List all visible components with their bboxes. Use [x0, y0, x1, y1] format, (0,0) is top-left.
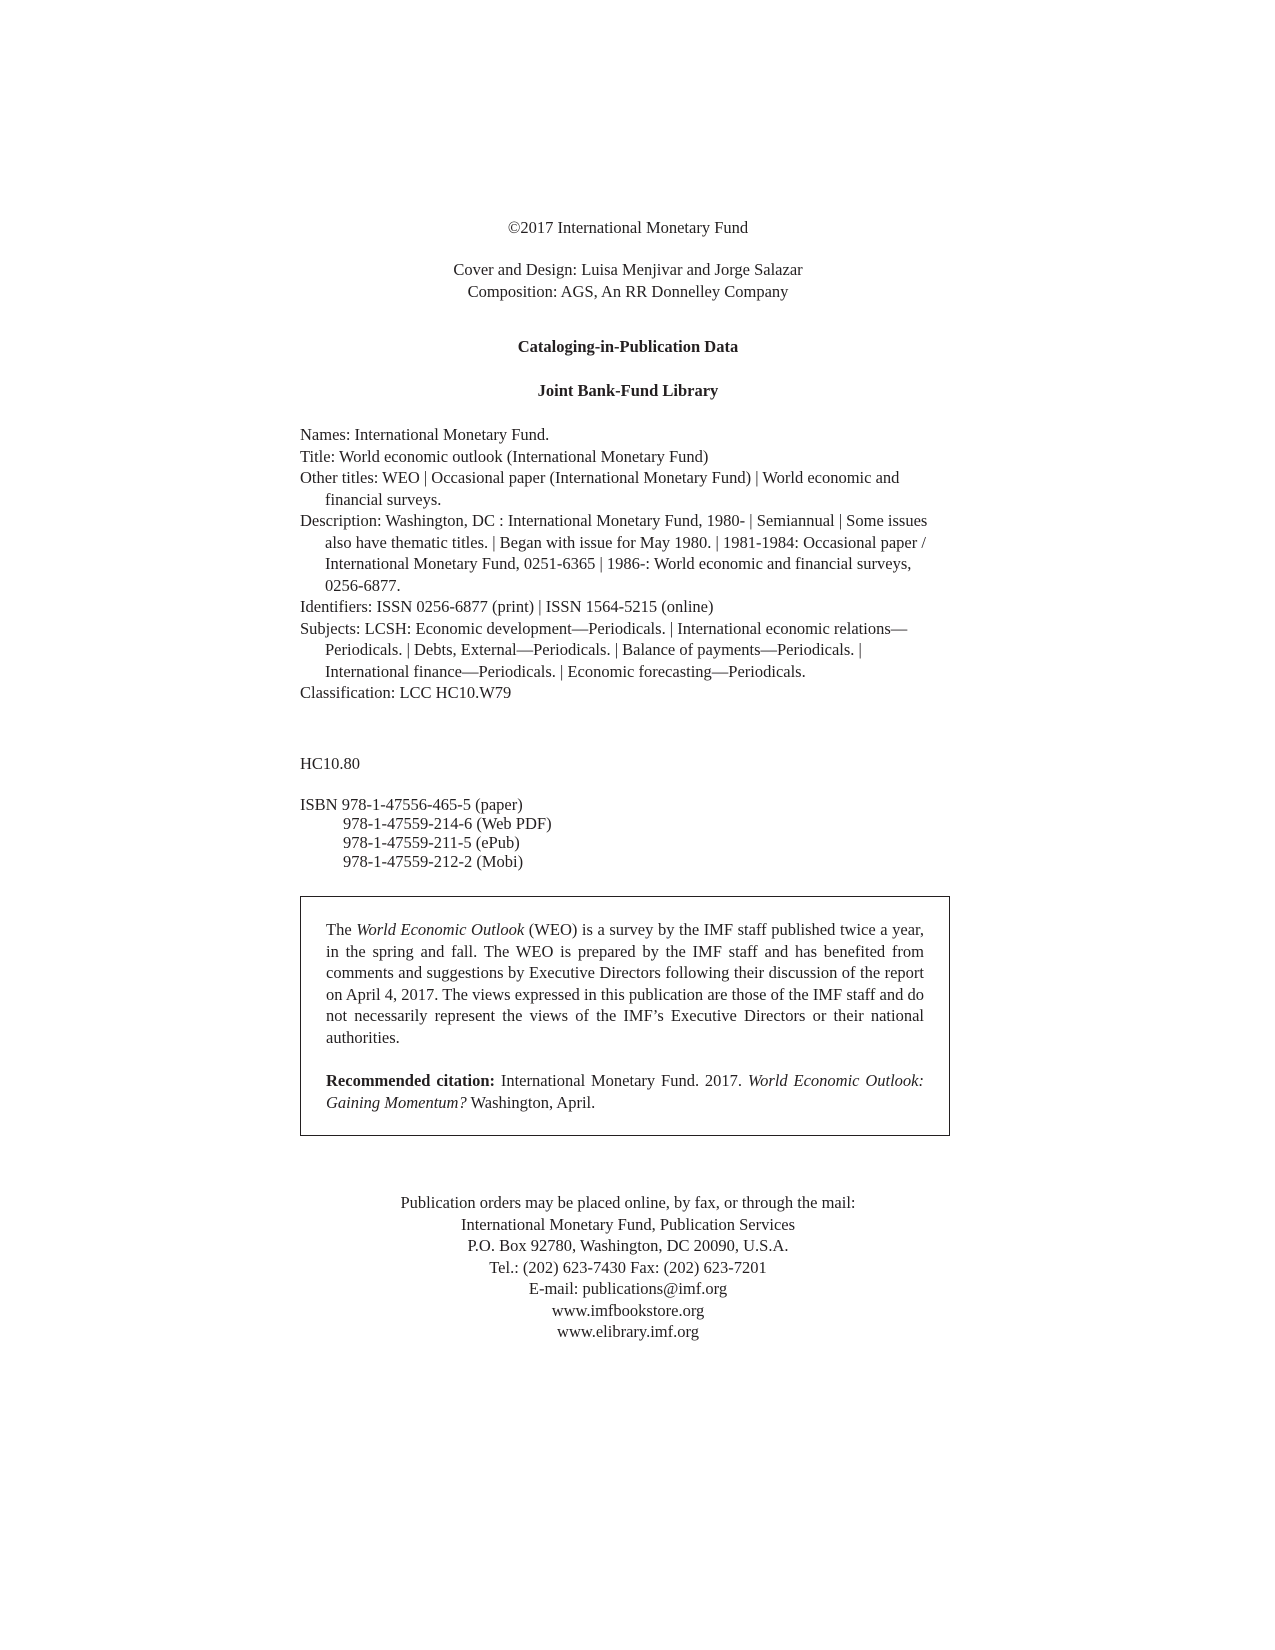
orders-phone-fax: Tel.: (202) 623-7430 Fax: (202) 623-7201	[489, 1257, 767, 1277]
call-number: HC10.80	[300, 754, 361, 773]
credits	[300, 259, 956, 302]
isbn-entry: 978-1-47559-214-6 (Web PDF)	[343, 814, 552, 833]
weo-notice-box	[300, 896, 950, 1136]
weo-description: The World Economic Outlook (WEO) is a survey by the IMF staff published twice a year, in the spring and fall. The WEO is prepared by the IMF staff and has benefited from comments and suggestions by Executive Directors following their discussion of the report on April 4, 2017. The views expressed in this publication are those of the IMF staff and do not necessarily represent the views of the IMF’s Executive Directors or their national authorities.	[326, 920, 924, 1047]
citation-label: Recommended citation:	[326, 1071, 495, 1090]
cover-design-credit: Cover and Design: Luisa Menjivar and Jorge Salazar	[453, 260, 803, 279]
orders-email: E-mail: publications@imf.org	[528, 1279, 728, 1298]
catalog-names: Names: International Monetary Fund.	[300, 425, 550, 444]
copyright-line: ©2017 International Monetary Fund	[507, 218, 749, 237]
isbn-entry: 978-1-47559-212-2 (Mobi)	[343, 852, 524, 871]
catalog-classification: Classification: LCC HC10.W79	[300, 683, 512, 702]
isbn-label: ISBN	[300, 795, 342, 814]
isbn-entry: 978-1-47556-465-5 (paper)	[341, 795, 523, 814]
weo-title: World Economic Outlook	[356, 920, 525, 939]
citation-title: World Economic Outlook: Gaining Momentum?	[326, 1071, 925, 1112]
catalog-identifiers: Identifiers: ISSN 0256-6877 (print) | ISSN 1564-5215 (online)	[300, 597, 714, 616]
catalog-entries	[300, 424, 950, 704]
catalog-description: Description: Washington, DC : International Monetary Fund, 1980- | Semiannual | Some issues also have thematic titles. | Began with issue for May 1980. | 1981-1984: Occasional paper / International Monetary Fund, 0251-6365 | 1986-: World economic and financial surveys, 0256-6877.	[300, 511, 928, 595]
library-heading: Joint Bank-Fund Library	[537, 381, 719, 400]
catalog-subjects: Subjects: LCSH: Economic development—Periodicals. | International economic relations—Periodicals. | Debts, External—Periodicals. | Balance of payments—Periodicals. | International finance—Periodicals. | Economic forecasting—Periodicals.	[300, 618, 908, 681]
orders-elibrary-link[interactable]: www.elibrary.imf.org	[557, 1322, 699, 1341]
cip-heading: Cataloging-in-Publication Data	[517, 337, 739, 356]
ordering-info	[300, 1192, 956, 1343]
catalog-other-titles: Other titles: WEO | Occasional paper (International Monetary Fund) | World economic and financial surveys.	[300, 468, 900, 509]
isbn-block	[300, 795, 552, 871]
composition-credit: Composition: AGS, An RR Donnelley Company	[467, 281, 789, 301]
orders-publisher: International Monetary Fund, Publication Services	[460, 1214, 796, 1234]
recommended-citation: Recommended citation: International Monetary Fund. 2017. World Economic Outlook: Gaining Momentum? Washington, April.	[326, 1071, 925, 1112]
catalog-title: Title: World economic outlook (International Monetary Fund)	[300, 446, 709, 466]
orders-address: P.O. Box 92780, Washington, DC 20090, U.S.A.	[467, 1236, 789, 1255]
isbn-entry: 978-1-47559-211-5 (ePub)	[343, 833, 520, 852]
orders-intro: Publication orders may be placed online, by fax, or through the mail:	[400, 1193, 856, 1212]
orders-bookstore-link[interactable]: www.imfbookstore.org	[551, 1300, 705, 1320]
